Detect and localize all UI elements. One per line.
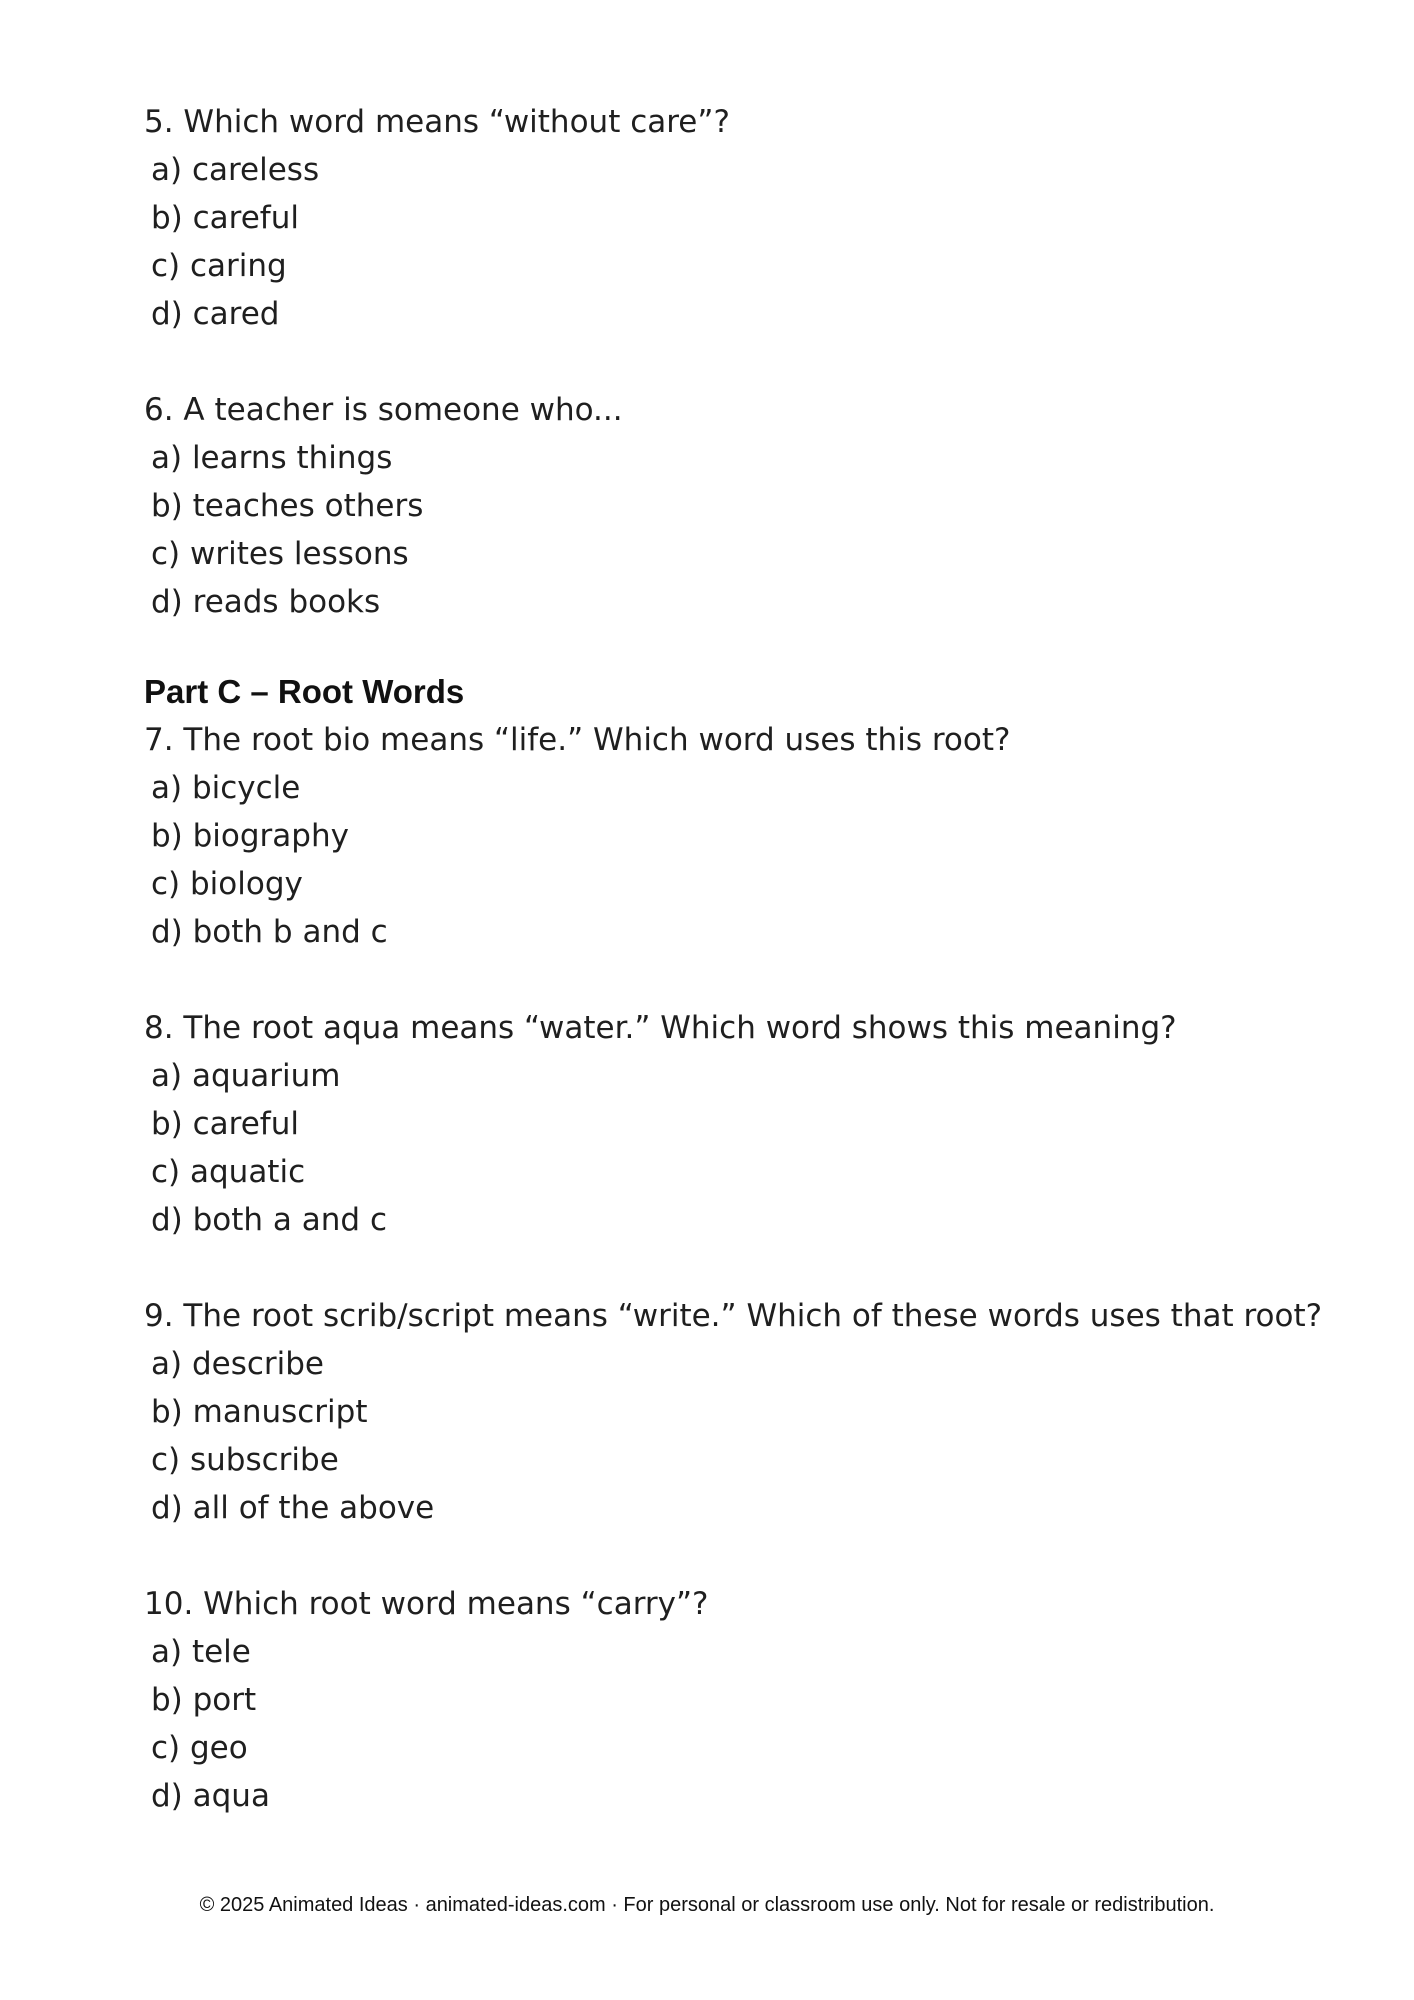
question-text: 6. A teacher is someone who... — [144, 392, 623, 428]
question-block — [144, 716, 1304, 956]
answer-option: b) careful — [151, 1106, 299, 1142]
answer-option: a) learns things — [151, 440, 393, 476]
question-block — [144, 386, 1304, 626]
answer-option: b) manuscript — [151, 1394, 368, 1430]
question-text: 7. The root bio means “life.” Which word uses this root? — [144, 722, 1011, 758]
question-block — [144, 1004, 1304, 1244]
answer-option: a) careless — [151, 152, 320, 188]
answer-option: b) biography — [151, 818, 349, 854]
question-text: 5. Which word means “without care”? — [144, 104, 730, 140]
spacer — [144, 1244, 1304, 1292]
question-text: 9. The root scrib/script means “write.” Which of these words uses that root? — [144, 1298, 1323, 1334]
question-block — [144, 98, 1304, 338]
answer-option: a) bicycle — [151, 770, 301, 806]
answer-option: b) teaches others — [151, 488, 424, 524]
answer-option: c) aquatic — [151, 1154, 306, 1190]
worksheet-page — [144, 98, 1323, 1820]
question-block — [144, 1292, 1323, 1532]
spacer — [144, 338, 1304, 386]
answer-option: b) careful — [151, 200, 299, 236]
answer-option: d) both a and c — [151, 1202, 387, 1238]
question-text: 10. Which root word means “carry”? — [144, 1586, 709, 1622]
copyright-footer: © 2025 Animated Ideas · animated-ideas.com · For personal or classroom use only. Not for resale or redistribution. — [199, 1894, 1215, 1916]
answer-option: b) port — [151, 1682, 257, 1718]
answer-option: d) cared — [151, 296, 280, 332]
answer-option: a) describe — [151, 1346, 324, 1382]
answer-option: c) geo — [151, 1730, 248, 1766]
question-text: 8. The root aqua means “water.” Which word shows this meaning? — [144, 1010, 1177, 1046]
answer-option: d) aqua — [151, 1778, 270, 1814]
spacer — [144, 1532, 1304, 1580]
answer-option: c) biology — [151, 866, 303, 902]
answer-option: c) caring — [151, 248, 287, 284]
spacer — [144, 956, 1304, 1004]
answer-option: c) subscribe — [151, 1442, 339, 1478]
answer-option: d) reads books — [151, 584, 381, 620]
answer-option: a) tele — [151, 1634, 251, 1670]
question-block — [144, 1580, 1304, 1820]
answer-option: d) all of the above — [151, 1490, 435, 1526]
answer-option: a) aquarium — [151, 1058, 341, 1094]
section-heading: Part C – Root Words — [144, 673, 465, 710]
spacer — [144, 626, 1304, 664]
answer-option: d) both b and c — [151, 914, 388, 950]
answer-option: c) writes lessons — [151, 536, 409, 572]
